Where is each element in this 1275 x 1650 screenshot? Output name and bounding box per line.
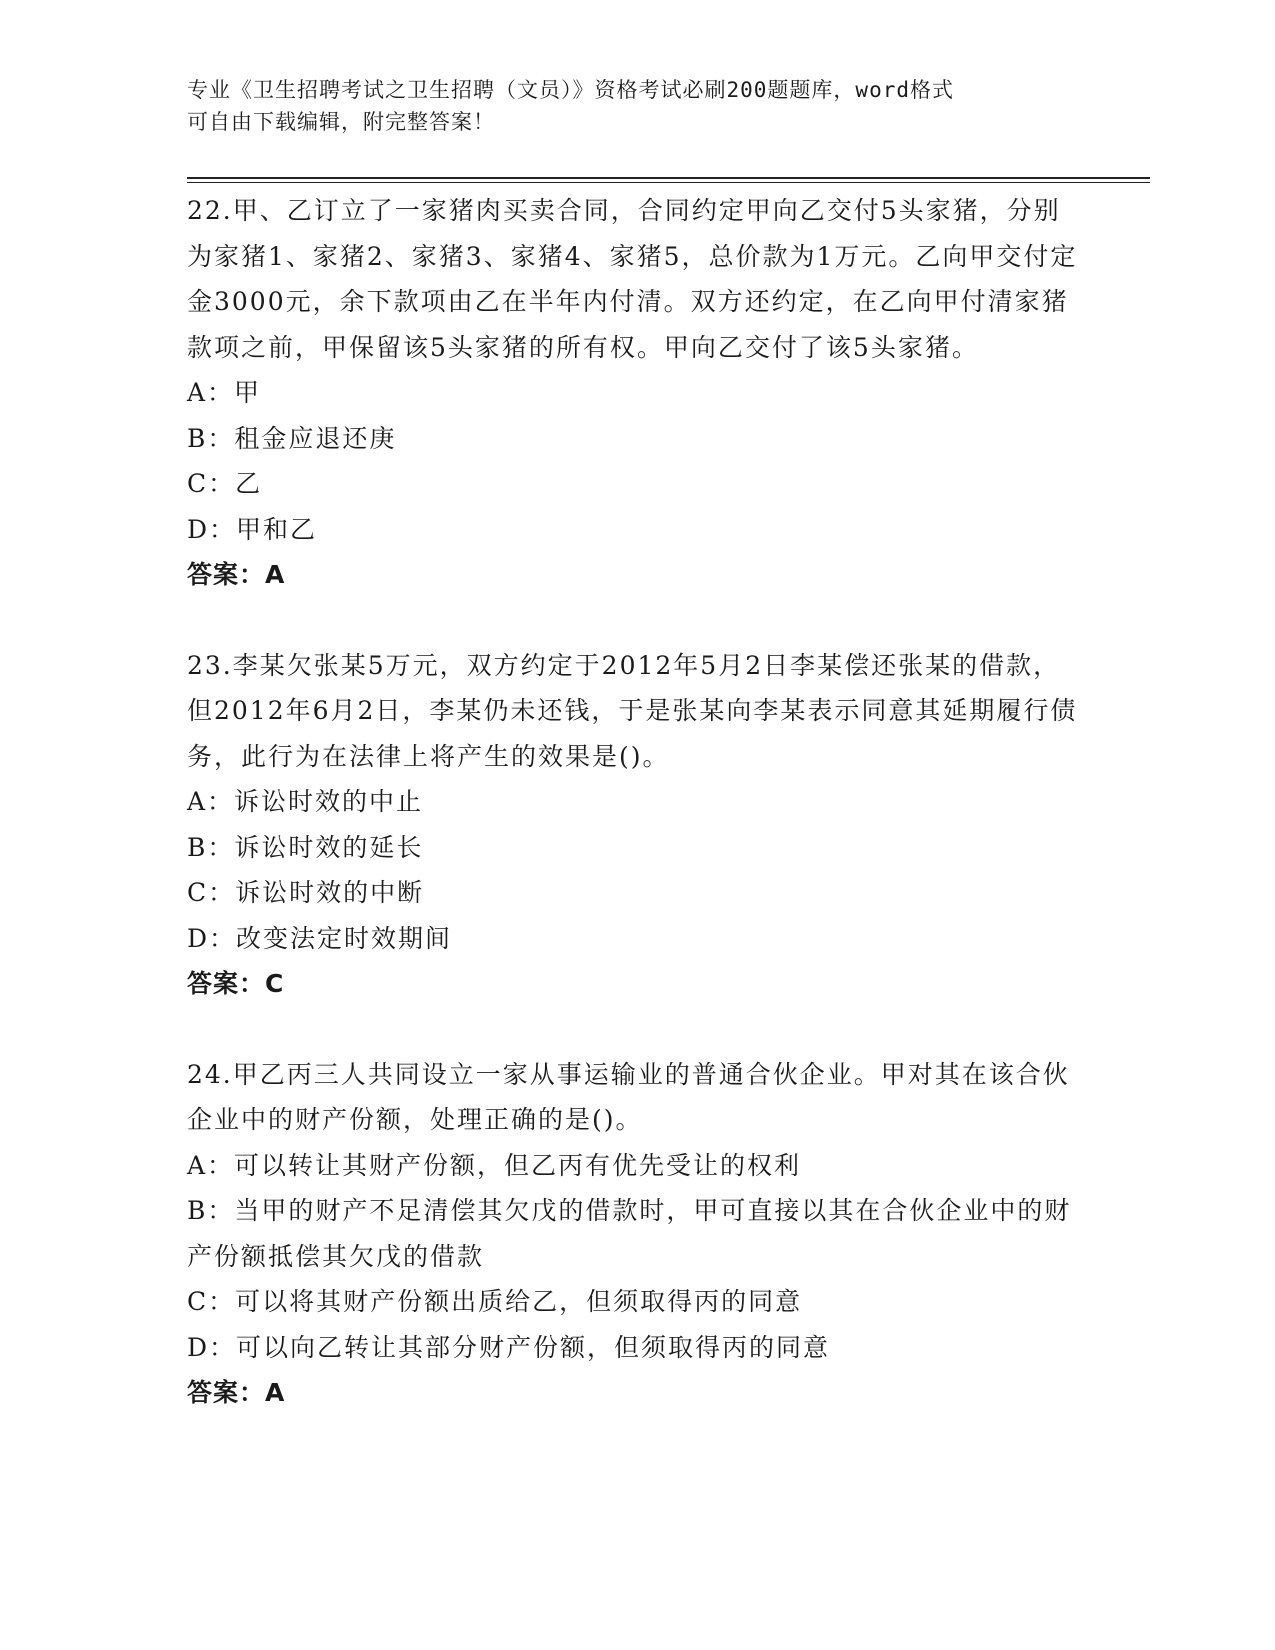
option-d: D：甲和乙 (187, 514, 318, 544)
option-a: A：诉讼时效的中止 (187, 787, 424, 816)
question-23 (187, 643, 1087, 1007)
option-c: C：诉讼时效的中断 (187, 878, 425, 907)
option-c: C：可以将其财产份额出质给乙，但须取得丙的同意 (187, 1287, 803, 1316)
option-d: D：可以向乙转让其部分财产份额，但须取得丙的同意 (187, 1332, 831, 1362)
question-stem: 24.甲乙丙三人共同设立一家从事运输业的普通合伙企业。甲对其在该合伙企业中的财产份额，处理正确的是()。 (187, 1059, 1070, 1134)
question-list (187, 188, 1087, 1416)
option-a: A：可以转让其财产份额，但乙丙有优先受让的权利 (187, 1150, 802, 1180)
question-spacer (187, 598, 1087, 643)
question-stem: 23.李某欠张某5万元，双方约定于2012年5月2日李某偿还张某的借款，但2012年6月2日，李某仍未还钱，于是张某向李某表示同意其延期履行债务，此行为在法律上将产生的效果是()。 (187, 650, 1078, 771)
option-a: A：甲 (187, 378, 262, 407)
answer: 答案：C (187, 969, 285, 998)
header-title-line-2: 可自由下载编辑，附完整答案！ (187, 110, 495, 134)
option-b: B：租金应退还庚 (187, 423, 397, 453)
question-22 (187, 188, 1087, 598)
option-b: B：当甲的财产不足清偿其欠戊的借款时，甲可直接以其在合伙企业中的财产份额抵偿其欠戊的借款 (187, 1196, 1072, 1271)
question-stem: 22.甲、乙订立了一家猪肉买卖合同，合同约定甲向乙交付5头家猪，分别为家猪1、家猪2、家猪3、家猪4、家猪5，总价款为1万元。乙向甲交付定金3000元，余下款项由乙在半年内付清。双方还约定，在乙向甲付清家猪款项之前，甲保留该5头家猪的所有权。甲向乙交付了该5头家猪。 (187, 196, 1078, 362)
question-24 (187, 1052, 1087, 1416)
header-divider-thick (187, 177, 1150, 179)
answer: 答案：A (187, 560, 286, 589)
option-b: B：诉讼时效的延长 (187, 832, 424, 862)
answer: 答案：A (187, 1378, 286, 1407)
option-d: D：改变法定时效期间 (187, 923, 453, 953)
document-header (187, 74, 1067, 138)
question-spacer (187, 1007, 1087, 1052)
header-title-line-1: 专业《卫生招聘考试之卫生招聘（文员）》资格考试必刷200题题库，word格式 (187, 78, 954, 102)
header-divider-thin (187, 182, 1150, 183)
option-c: C：乙 (187, 469, 263, 498)
